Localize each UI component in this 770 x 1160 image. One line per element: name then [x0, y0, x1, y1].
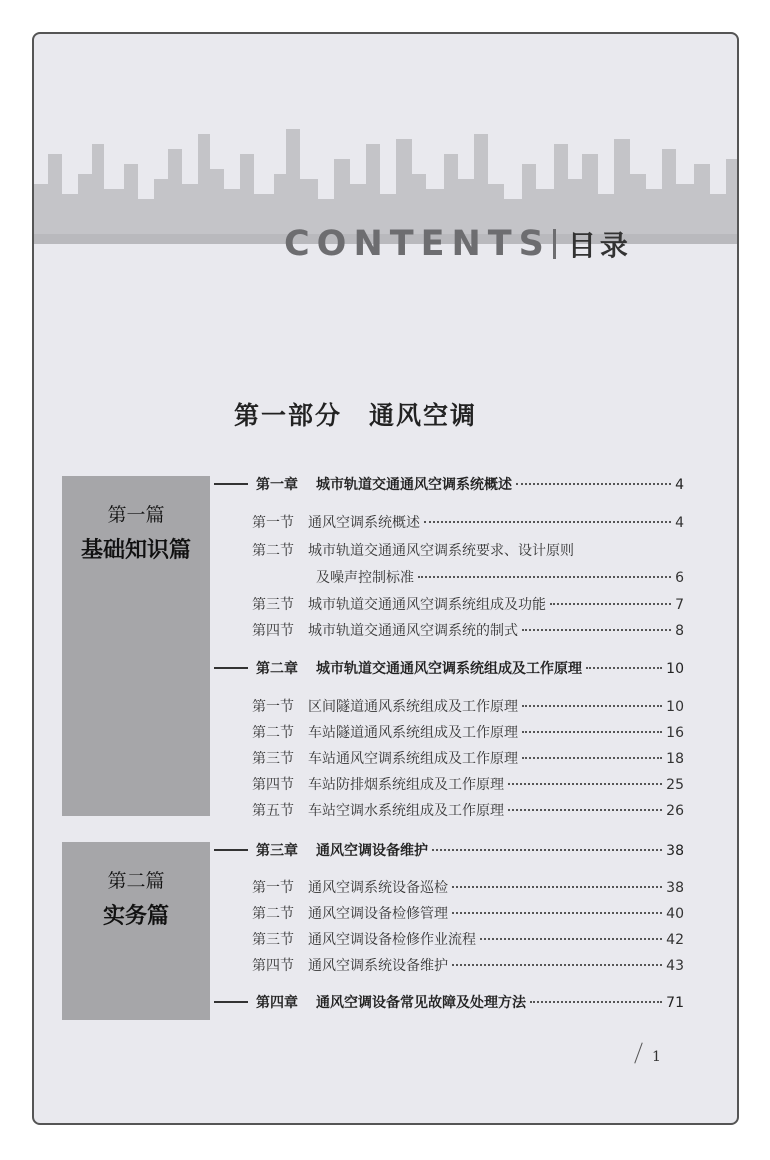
toc-title: 城市轨道交通通风空调系统要求、设计原则	[308, 543, 574, 559]
leader-dots	[452, 964, 662, 966]
sidebox-num: 第二篇	[107, 870, 165, 892]
toc-page: 7	[675, 597, 684, 613]
toc-title: 通风空调系统设备维护	[308, 958, 448, 974]
toc-num: 第四节	[252, 623, 294, 639]
page-number: 1	[652, 1049, 661, 1065]
toc-title: 城市轨道交通通风空调系统概述	[316, 477, 512, 493]
toc-page: 16	[666, 725, 684, 741]
toc-page: 43	[666, 958, 684, 974]
toc-title: 通风空调设备检修管理	[308, 906, 448, 922]
toc-section[interactable]	[252, 903, 684, 923]
toc-page: 10	[666, 699, 684, 715]
toc-page: 40	[666, 906, 684, 922]
leader-dots	[522, 731, 662, 733]
chapter-dash	[214, 1001, 248, 1003]
toc-page: 42	[666, 932, 684, 948]
sidebox-name: 实务篇	[102, 903, 169, 929]
leader-dots	[508, 783, 662, 785]
toc-title: 通风空调系统概述	[308, 515, 420, 531]
toc-title: 车站空调水系统组成及工作原理	[308, 803, 504, 819]
leader-dots	[530, 1001, 662, 1003]
book-page	[32, 32, 739, 1125]
toc-num: 第四章	[256, 995, 298, 1011]
toc-title: 区间隧道通风系统组成及工作原理	[308, 699, 518, 715]
toc-title: 通风空调设备检修作业流程	[308, 932, 476, 948]
contents-word: CONTENTS	[284, 224, 551, 264]
toc-title: 城市轨道交通通风空调系统组成及功能	[308, 597, 546, 613]
toc-page: 4	[675, 515, 684, 531]
toc-page: 26	[666, 803, 684, 819]
toc-page: 71	[666, 995, 684, 1011]
toc-section[interactable]	[252, 800, 684, 820]
toc-num: 第二节	[252, 725, 294, 741]
sidebox-num: 第一篇	[107, 504, 165, 526]
leader-dots	[522, 629, 671, 631]
toc-chapter[interactable]	[214, 840, 684, 860]
leader-dots	[480, 938, 662, 940]
toc-chapter[interactable]	[214, 658, 684, 678]
toc-title: 车站通风空调系统组成及工作原理	[308, 751, 518, 767]
toc-section[interactable]	[252, 696, 684, 716]
toc-page: 6	[675, 570, 684, 586]
toc-section[interactable]	[252, 774, 684, 794]
toc-num: 第一节	[252, 880, 294, 896]
toc-page: 8	[675, 623, 684, 639]
part-title: 第一部分 通风空调	[234, 401, 478, 430]
toc-num: 第一章	[256, 477, 298, 493]
toc-chapter[interactable]	[214, 992, 684, 1012]
leader-dots	[522, 757, 662, 759]
toc-section[interactable]	[252, 955, 684, 975]
leader-dots	[432, 849, 662, 851]
toc-title: 车站防排烟系统组成及工作原理	[308, 777, 504, 793]
toc-title: 通风空调系统设备巡检	[308, 880, 448, 896]
toc-section[interactable]	[252, 877, 684, 897]
leader-dots	[516, 483, 671, 485]
toc-title: 通风空调设备常见故障及处理方法	[316, 995, 526, 1011]
toc-num: 第二节	[252, 906, 294, 922]
toc-section[interactable]	[252, 594, 684, 614]
toc-num: 第三章	[256, 843, 298, 859]
contents-chinese: 目录	[567, 229, 632, 262]
toc-page: 18	[666, 751, 684, 767]
toc-section[interactable]	[252, 722, 684, 742]
toc-title: 城市轨道交通通风空调系统组成及工作原理	[316, 661, 582, 677]
toc-page: 4	[675, 477, 684, 493]
toc-title: 城市轨道交通通风空调系统的制式	[308, 623, 518, 639]
chapter-dash	[214, 849, 248, 851]
toc-section-continued[interactable]	[316, 567, 684, 587]
toc-num: 第五节	[252, 803, 294, 819]
toc-page: 10	[666, 661, 684, 677]
chapter-dash	[214, 483, 248, 485]
leader-dots	[424, 521, 671, 523]
toc-page: 38	[666, 843, 684, 859]
toc-num: 第二节	[252, 543, 294, 559]
toc-section[interactable]	[252, 929, 684, 949]
toc-num: 第四节	[252, 958, 294, 974]
toc-section[interactable]	[252, 512, 684, 532]
toc-chapter[interactable]	[214, 474, 684, 494]
toc-title: 及噪声控制标准	[316, 570, 414, 586]
chapter-dash	[214, 667, 248, 669]
table-of-contents	[34, 34, 739, 1125]
toc-num: 第三节	[252, 597, 294, 613]
sidebox-name: 基础知识篇	[80, 537, 191, 563]
toc-section[interactable]	[252, 748, 684, 768]
leader-dots	[452, 886, 662, 888]
toc-num: 第四节	[252, 777, 294, 793]
toc-num: 第三节	[252, 932, 294, 948]
toc-num: 第二章	[256, 661, 298, 677]
leader-dots	[522, 705, 662, 707]
toc-page: 38	[666, 880, 684, 896]
toc-section[interactable]	[252, 620, 684, 640]
leader-dots	[418, 576, 671, 578]
toc-page: 25	[666, 777, 684, 793]
leader-dots	[508, 809, 662, 811]
leader-dots	[452, 912, 662, 914]
toc-num: 第三节	[252, 751, 294, 767]
toc-title: 车站隧道通风系统组成及工作原理	[308, 725, 518, 741]
leader-dots	[550, 603, 671, 605]
toc-num: 第一节	[252, 699, 294, 715]
toc-num: 第一节	[252, 515, 294, 531]
toc-section[interactable]	[252, 540, 684, 560]
leader-dots	[586, 667, 662, 669]
toc-title: 通风空调设备维护	[316, 843, 428, 859]
